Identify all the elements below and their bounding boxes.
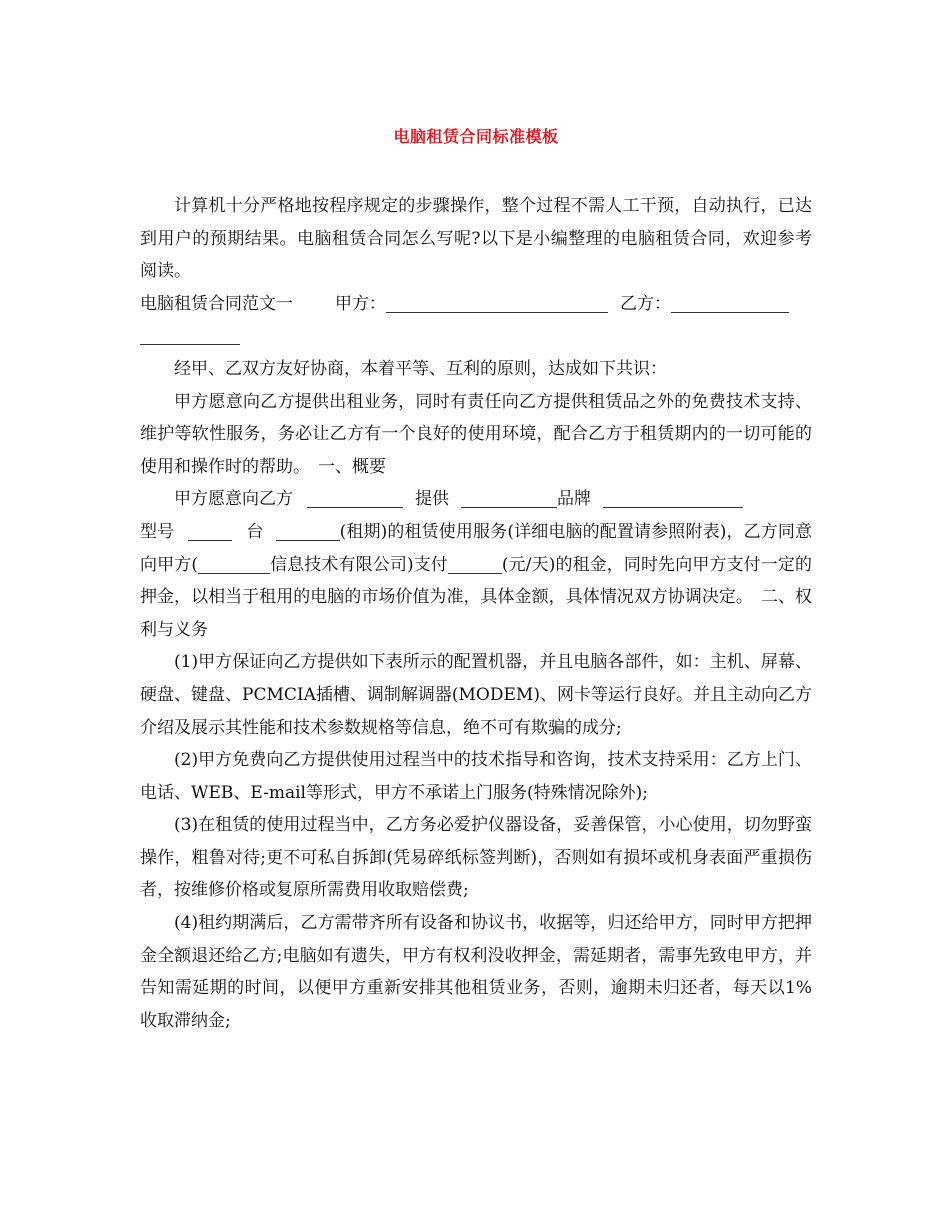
summary-text-7: 信息技术有限公司)支付 bbox=[269, 554, 448, 575]
intro-paragraph: 计算机十分严格地按程序规定的步骤操作，整个过程不需人工干预，自动执行，已达到用户的预期结果。电脑租赁合同怎么写呢?以下是小编整理的电脑租赁合同，欢迎参考阅读。 bbox=[140, 196, 812, 282]
party-a-label: 甲方： bbox=[335, 293, 386, 314]
summary-text-6: (租期)的租赁使用服务(详细电脑的配置请参照附表)，乙方同意向甲方( bbox=[140, 521, 813, 575]
summary-text-8: (元/天)的租金，同时先向甲方支付一定的押金，以相当于租用的电脑的市场价值为准，具体金额，具体情况双方协调决定。 bbox=[140, 554, 812, 608]
party-a-blank bbox=[386, 292, 608, 313]
clause-3: (3)在租赁的使用过程当中，乙方务必爱护仪器设备，妥善保管，小心使用，切勿野蛮操作，粗鲁对待;更不可私自拆卸(凭易碎纸标签判断)，否则如有损坏或机身表面严重损伤者，按维修价格或复原所需费用收取赔偿费; bbox=[140, 815, 812, 901]
sample-heading: 电脑租赁合同范文一 bbox=[140, 293, 293, 314]
party-b-label: 乙方： bbox=[620, 293, 671, 314]
summary-blank-1 bbox=[307, 487, 403, 508]
summary-blank-5 bbox=[276, 520, 340, 541]
clause-1: (1)甲方保证向乙方提供如下表所示的配置机器，并且电脑各部件，如：主机、屏幕、硬盘、键盘、PCMCIA插槽、调制解调器(MODEM)、网卡等运行良好。并且主动向乙方介绍及展示其性能和技术参数规格等信息，绝不可有欺骗的成分; bbox=[140, 652, 812, 738]
clause-4: (4)租约期满后，乙方需带齐所有设备和协议书，收据等，归还给甲方，同时甲方把押金全额退还给乙方;电脑如有遗失，甲方有权利没收押金，需延期者，需事先致电甲方，并告知需延期的时间，以便甲方重新安排其他租赁业务，否则，逾期未归还者，每天以1%收取滞纳金; bbox=[140, 913, 812, 1031]
party-b-blank-continued bbox=[140, 324, 240, 345]
summary-blank-6 bbox=[198, 553, 270, 574]
summary-blank-2 bbox=[461, 487, 557, 508]
party-b-blank bbox=[671, 292, 789, 313]
summary-text-1: 甲方愿意向乙方 bbox=[174, 489, 293, 510]
summary-text-5: 台 bbox=[246, 521, 264, 542]
consensus-paragraph: 经甲、乙双方友好协商，本着平等、互利的原则，达成如下共识： bbox=[174, 358, 667, 379]
service-paragraph bbox=[140, 386, 812, 484]
clause-2: (2)甲方免费向乙方提供使用过程当中的技术指导和咨询，技术支持采用：乙方上门、电话、WEB、E-mail等形式，甲方不承诺上门服务(特殊情况除外); bbox=[140, 750, 812, 803]
summary-text-4: 型号 bbox=[140, 521, 175, 542]
document-title: 电脑租赁合同标准模板 bbox=[393, 127, 559, 146]
document-body bbox=[140, 190, 812, 1037]
section-2-heading: 二、权利与义务 bbox=[140, 587, 812, 640]
summary-blank-4 bbox=[188, 520, 232, 541]
summary-text-2: 提供 bbox=[415, 489, 449, 510]
summary-text-3: 品牌 bbox=[557, 489, 591, 510]
summary-blank-7 bbox=[448, 553, 502, 574]
section-1-heading: 一、概要 bbox=[318, 456, 386, 477]
service-text: 甲方愿意向乙方提供出租业务，同时有责任向乙方提供租赁品之外的免费技术支持、维护等软性服务，务必让乙方有一个良好的使用环境，配合乙方于租赁期内的一切可能的使用和操作时的帮助。 bbox=[140, 391, 812, 477]
summary-paragraph bbox=[140, 483, 812, 646]
summary-blank-3 bbox=[603, 487, 743, 508]
parties-line bbox=[140, 288, 812, 353]
